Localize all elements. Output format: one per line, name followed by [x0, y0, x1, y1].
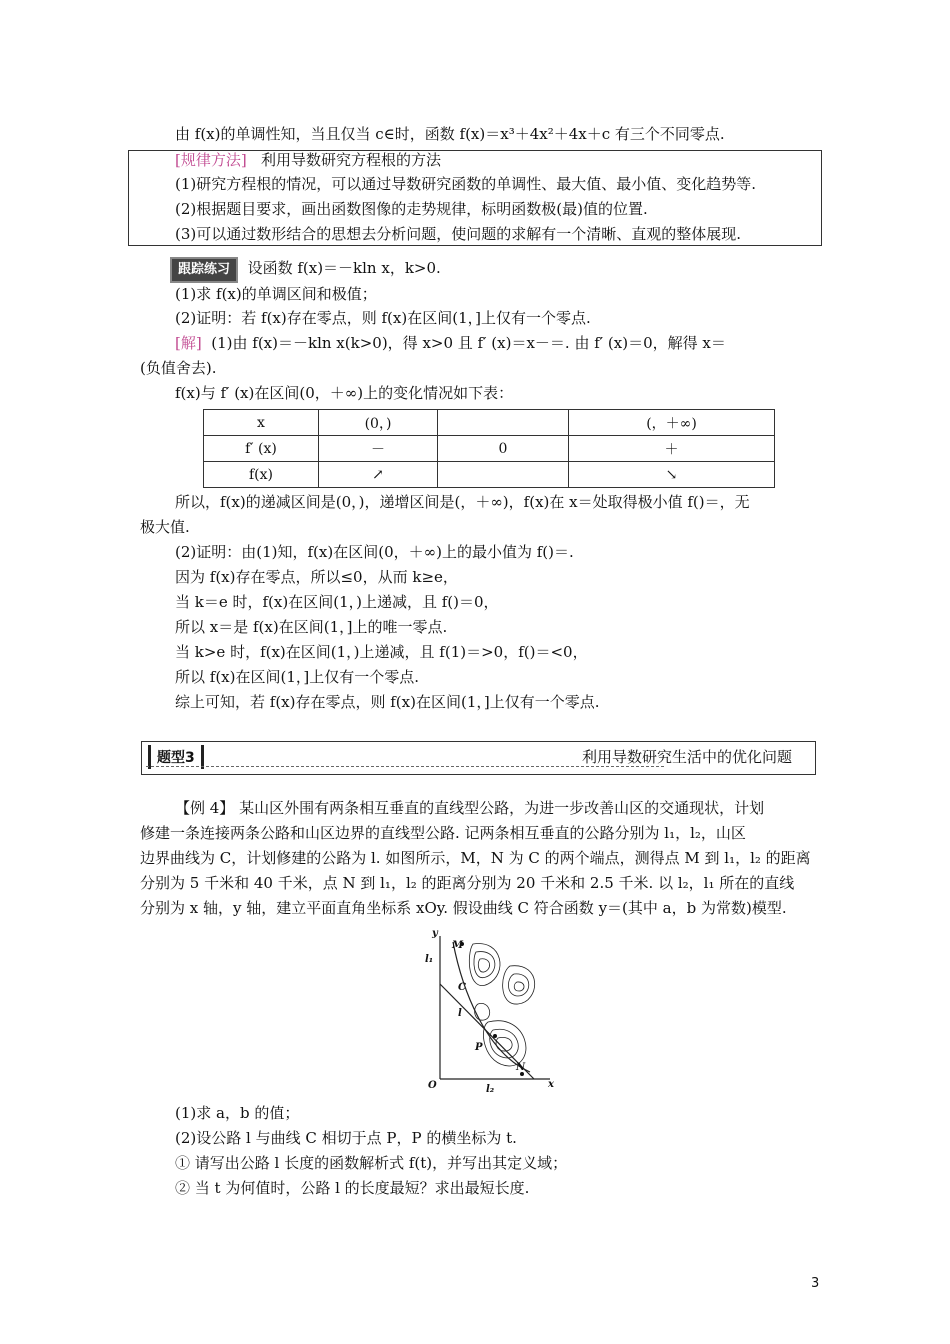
label-n: N — [516, 1062, 526, 1073]
method-title: 利用导数研究方程根的方法 — [261, 151, 442, 169]
practice-part: (2)证明：若 f(x)存在零点，则 f(x)在区间(1，]上仅有一个零点. — [175, 309, 591, 327]
label-c: C — [458, 982, 466, 993]
label-l: l — [458, 1008, 462, 1019]
practice-question: 设函数 f(x)＝－kln x，k>0. — [247, 259, 441, 277]
example-question: ① 请写出公路 l 长度的函数解析式 f(t)，并写出其定义域； — [175, 1154, 568, 1172]
table-cell: ↘ — [569, 462, 775, 488]
table-cell: ↗ — [319, 462, 438, 488]
table-cell — [438, 410, 569, 436]
solution-line: 所以 x＝是 f(x)在区间(1，]上的唯一零点. — [175, 618, 448, 636]
section-header — [141, 741, 816, 775]
table-cell: 0 — [438, 436, 569, 462]
intro-line: 由 f(x)的单调性知，当且仅当 c∈时，函数 f(x)＝x³＋4x²＋4x＋c 有三个不同零点. — [175, 125, 725, 143]
solution-line: 因为 f(x)存在零点，所以≤0，从而 k≥e， — [175, 568, 458, 586]
solution-line: f(x)与 f′ (x)在区间(0，＋∞)上的变化情况如下表： — [175, 384, 514, 402]
table-cell: ＋ — [569, 436, 775, 462]
solution-line: 所以 f(x)在区间(1，]上仅有一个零点. — [175, 668, 420, 686]
solution-line — [175, 333, 726, 353]
solution-text: (1)由 f(x)＝－kln x(k>0)，得 x>0 且 f′ (x)＝x－＝. 由 f′ (x)＝0，解得 x＝ — [211, 334, 726, 352]
example-question: (2)设公路 l 与曲线 C 相切于点 P，P 的横坐标为 t. — [175, 1129, 517, 1147]
method-heading — [175, 150, 441, 170]
section-tag: 题型3 — [148, 745, 204, 769]
method-item: (1)研究方程根的情况，可以通过导数研究函数的单调性、最大值、最小值、变化趋势等. — [175, 175, 757, 193]
solution-tag: [解] — [175, 334, 202, 352]
page-number: 3 — [811, 1276, 820, 1291]
example-line: 修建一条连接两条公路和山区边界的直线型公路. 记两条相互垂直的公路分别为 l₁，l₂，山区 — [140, 824, 746, 842]
example-line: 分别为 5 千米和 40 千米，点 N 到 l₁，l₂ 的距离分别为 20 千米和 2.5 千米. 以 l₂，l₁ 所在的直线 — [140, 874, 795, 892]
table-cell: f′ (x) — [204, 436, 319, 462]
practice-tag: 跟踪练习 — [170, 257, 238, 283]
label-l2: l₂ — [486, 1084, 495, 1094]
road-map-figure — [418, 924, 568, 1094]
example-line: 分别为 x 轴，y 轴，建立平面直角坐标系 xOy. 假设曲线 C 符合函数 y＝(其中 a，b 为常数)模型. — [140, 899, 787, 917]
table-cell: x — [204, 410, 319, 436]
section-title: 利用导数研究生活中的优化问题 — [582, 748, 793, 766]
solution-line: 当 k＝e 时，f(x)在区间(1，)上递减，且 f()＝0， — [175, 593, 499, 611]
point-p — [493, 1034, 497, 1038]
solution-line: 当 k>e 时，f(x)在区间(1，)上递减，且 f(1)＝>0，f()＝<0， — [175, 643, 588, 661]
variation-table — [203, 409, 775, 488]
table-cell: (0，) — [319, 410, 438, 436]
solution-line: 极大值. — [140, 518, 190, 536]
solution-line: 所以，f(x)的递减区间是(0，)，递增区间是(，＋∞)，f(x)在 x＝处取得极小值 f()＝，无 — [175, 493, 750, 511]
label-o: O — [428, 1080, 437, 1091]
curve-c — [453, 942, 530, 1072]
table-row — [204, 462, 775, 488]
example-question: ② 当 t 为何值时，公路 l 的长度最短？求出最短长度. — [175, 1179, 530, 1197]
table-cell: (，＋∞) — [569, 410, 775, 436]
label-l1: l₁ — [425, 954, 434, 965]
label-p: P — [475, 1042, 483, 1053]
example-line: 【例 4】 某山区外围有两条相互垂直的直线型公路，为进一步改善山区的交通现状，计划 — [175, 799, 765, 817]
solution-line: (2)证明：由(1)知，f(x)在区间(0，＋∞)上的最小值为 f()＝. — [175, 543, 574, 561]
table-cell: f(x) — [204, 462, 319, 488]
method-item: (3)可以通过数形结合的思想去分析问题，使问题的求解有一个清晰、直观的整体展现. — [175, 225, 742, 243]
table-row — [204, 436, 775, 462]
label-y: y — [432, 928, 438, 939]
example-question: (1)求 a，b 的值； — [175, 1104, 300, 1122]
method-item: (2)根据题目要求，画出函数图像的走势规律，标明函数极(最)值的位置. — [175, 200, 648, 218]
solution-line: 综上可知，若 f(x)存在零点，则 f(x)在区间(1，]上仅有一个零点. — [175, 693, 600, 711]
practice-part: (1)求 f(x)的单调区间和极值； — [175, 285, 377, 303]
example-line: 边界曲线为 C，计划修建的公路为 l. 如图所示，M，N 为 C 的两个端点，测得点 M 到 l₁，l₂ 的距离 — [140, 849, 811, 867]
label-x: x — [548, 1079, 554, 1090]
label-m: M — [452, 940, 464, 951]
table-row — [204, 410, 775, 436]
practice-heading — [170, 257, 441, 283]
solution-line: (负值舍去). — [140, 359, 217, 377]
table-cell — [438, 462, 569, 488]
table-cell: － — [319, 436, 438, 462]
method-tag: [规律方法] — [175, 151, 247, 169]
